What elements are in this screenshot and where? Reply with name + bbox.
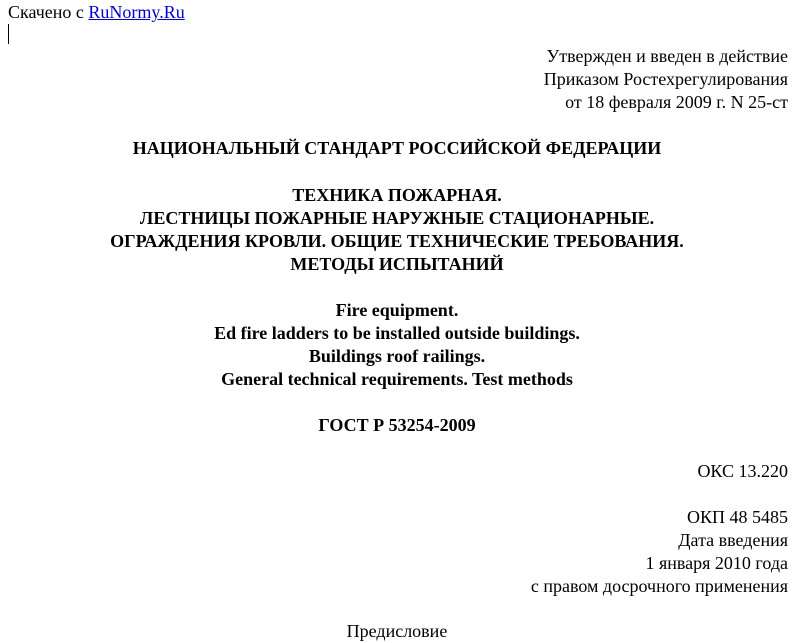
russian-title-line: ЛЕСТНИЦЫ ПОЖАРНЫЕ НАРУЖНЫЕ СТАЦИОНАРНЫЕ. [139, 208, 655, 228]
introduction-date-block [531, 529, 788, 598]
text-cursor [8, 24, 9, 44]
english-title-line: Buildings roof railings. [308, 346, 486, 366]
approval-block [544, 45, 788, 114]
download-source-line [8, 1, 185, 23]
russian-title-line: ТЕХНИКА ПОЖАРНАЯ. [292, 185, 502, 205]
download-prefix: Скачено с [8, 2, 89, 22]
approval-line: Приказом Ростехрегулирования [543, 69, 788, 89]
russian-title-line: МЕТОДЫ ИСПЫТАНИЙ [290, 254, 504, 274]
introduction-line: 1 января 2010 года [645, 553, 788, 573]
standard-type-heading: НАЦИОНАЛЬНЫЙ СТАНДАРТ РОССИЙСКОЙ ФЕДЕРАЦИИ [132, 138, 662, 158]
gost-number: ГОСТ Р 53254-2009 [318, 415, 476, 435]
introduction-line: Дата введения [678, 530, 788, 550]
russian-title-line: ОГРАЖДЕНИЯ КРОВЛИ. ОБЩИЕ ТЕХНИЧЕСКИЕ ТРЕБОВАНИЯ. [110, 231, 684, 251]
english-title-line: General technical requirements. Test methods [221, 369, 573, 389]
preface-heading: Предисловие [346, 621, 448, 641]
approval-line: Утвержден и введен в действие [546, 46, 788, 66]
introduction-line: с правом досрочного применения [530, 576, 788, 596]
approval-line: от 18 февраля 2009 г. N 25-ст [565, 92, 788, 112]
english-title-line: Ed fire ladders to be installed outside buildings. [214, 323, 580, 343]
oks-code: ОКС 13.220 [697, 461, 788, 481]
okp-code: ОКП 48 5485 [686, 507, 788, 527]
runormy-link[interactable]: RuNormy.Ru [88, 2, 185, 22]
english-title-line: Fire equipment. [335, 300, 459, 320]
